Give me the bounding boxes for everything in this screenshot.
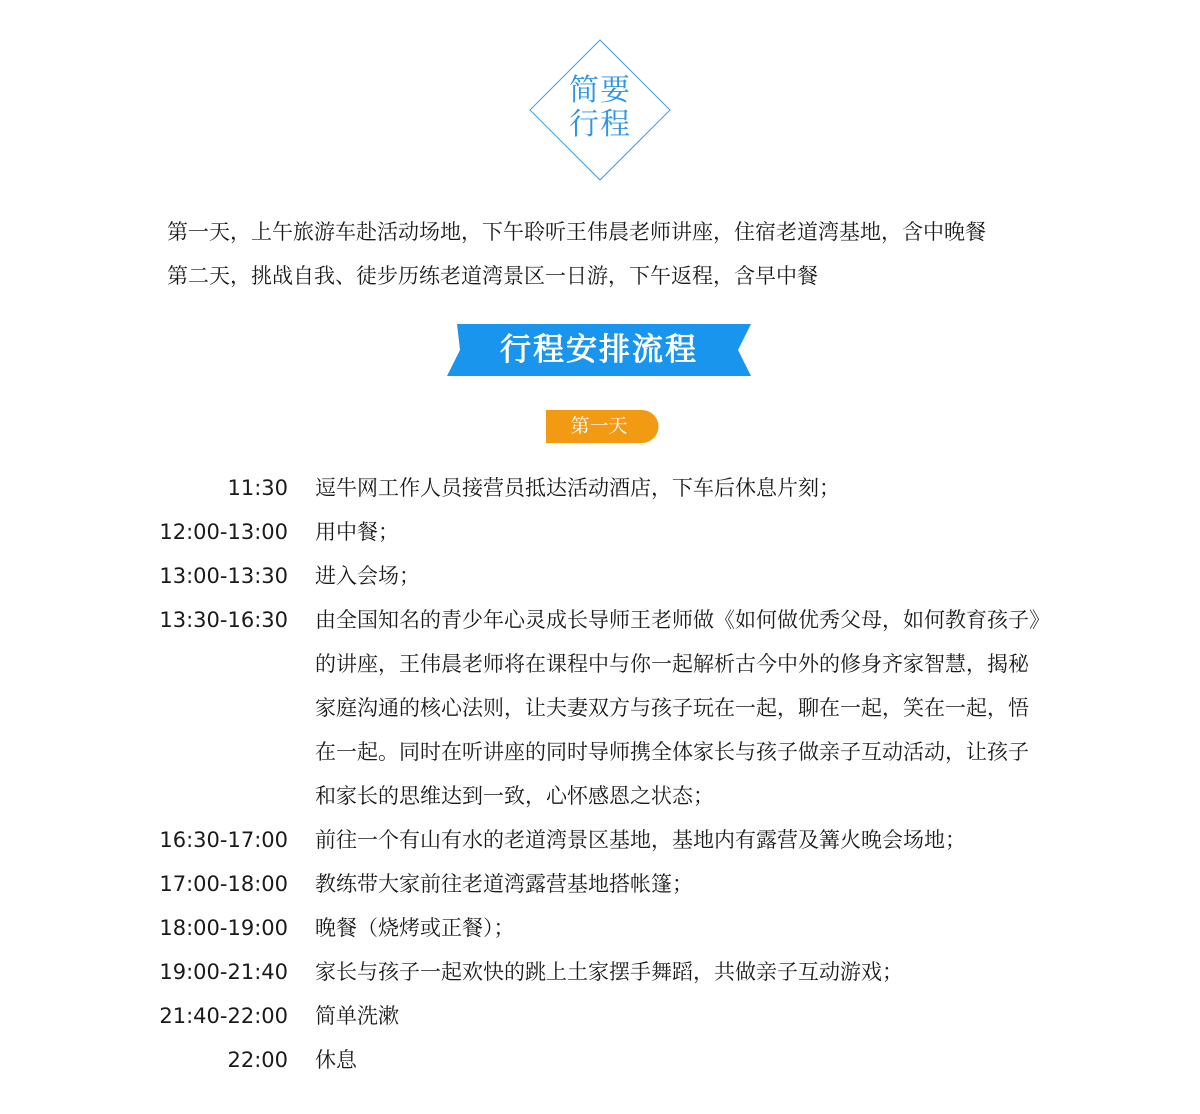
day-tag-label: 第一天 [570,415,628,437]
badge-line-1: 简要 [569,73,631,108]
schedule-time: 16:30-17:00 [159,828,288,852]
schedule-time: 12:00-13:00 [159,520,288,544]
schedule-row [150,994,1050,1038]
schedule-time: 17:00-18:00 [159,872,288,896]
day-tag [546,410,659,443]
schedule-desc: 家长与孩子一起欢快的跳上土家摆手舞蹈，共做亲子互动游戏； [315,960,903,984]
schedule-time: 13:00-13:30 [159,564,288,588]
schedule-row [150,950,1050,994]
schedule-desc: 由全国知名的青少年心灵成长导师王老师做《如何做优秀父母，如何教育孩子》的讲座，王伟晨老师将在课程中与你一起解析古今中外的修身齐家智慧，揭秘家庭沟通的核心法则，让夫妻双方与孩子玩在一起，聊在一起，笑在一起，悟在一起。同时在听讲座的同时导师携全体家长与孩子做亲子互动活动，让孩子和家长的思维达到一致，心怀感恩之状态； [315,608,1040,808]
schedule-time: 11:30 [227,476,288,500]
schedule-row [150,862,1050,906]
badge-line-2: 行程 [569,107,631,142]
schedule-desc: 教练带大家前往老道湾露营基地搭帐篷； [315,872,693,896]
schedule-time: 22:00 [227,1048,288,1072]
schedule-time: 13:30-16:30 [159,608,288,632]
schedule-desc: 用中餐； [315,520,399,544]
schedule-row [150,554,1050,598]
summary-text [167,210,986,298]
schedule-list [150,466,1050,1082]
schedule-time: 19:00-21:40 [159,960,288,984]
schedule-desc: 休息 [315,1048,357,1072]
schedule-row [150,598,1050,818]
section-title: 行程安排流程 [500,332,698,368]
schedule-desc: 简单洗漱 [315,1004,399,1028]
itinerary-summary-badge [528,38,672,182]
schedule-desc: 晚餐（烧烤或正餐）； [315,916,515,940]
summary-line-day1: 第一天，上午旅游车赴活动场地，下午聆听王伟晨老师讲座，住宿老道湾基地，含中晚餐 [167,220,986,244]
schedule-row [150,1038,1050,1082]
schedule-row [150,510,1050,554]
schedule-row [150,906,1050,950]
schedule-desc: 进入会场； [315,564,420,588]
summary-line-day2: 第二天，挑战自我、徒步历练老道湾景区一日游，下午返程，含早中餐 [167,264,818,288]
schedule-time: 18:00-19:00 [159,916,288,940]
section-banner [447,324,751,376]
schedule-row [150,818,1050,862]
badge-text [528,74,672,142]
schedule-desc: 逗牛网工作人员接营员抵达活动酒店，下车后休息片刻； [315,476,840,500]
schedule-desc: 前往一个有山有水的老道湾景区基地，基地内有露营及篝火晚会场地； [315,828,966,852]
schedule-time: 21:40-22:00 [159,1004,288,1028]
schedule-row [150,466,1050,510]
